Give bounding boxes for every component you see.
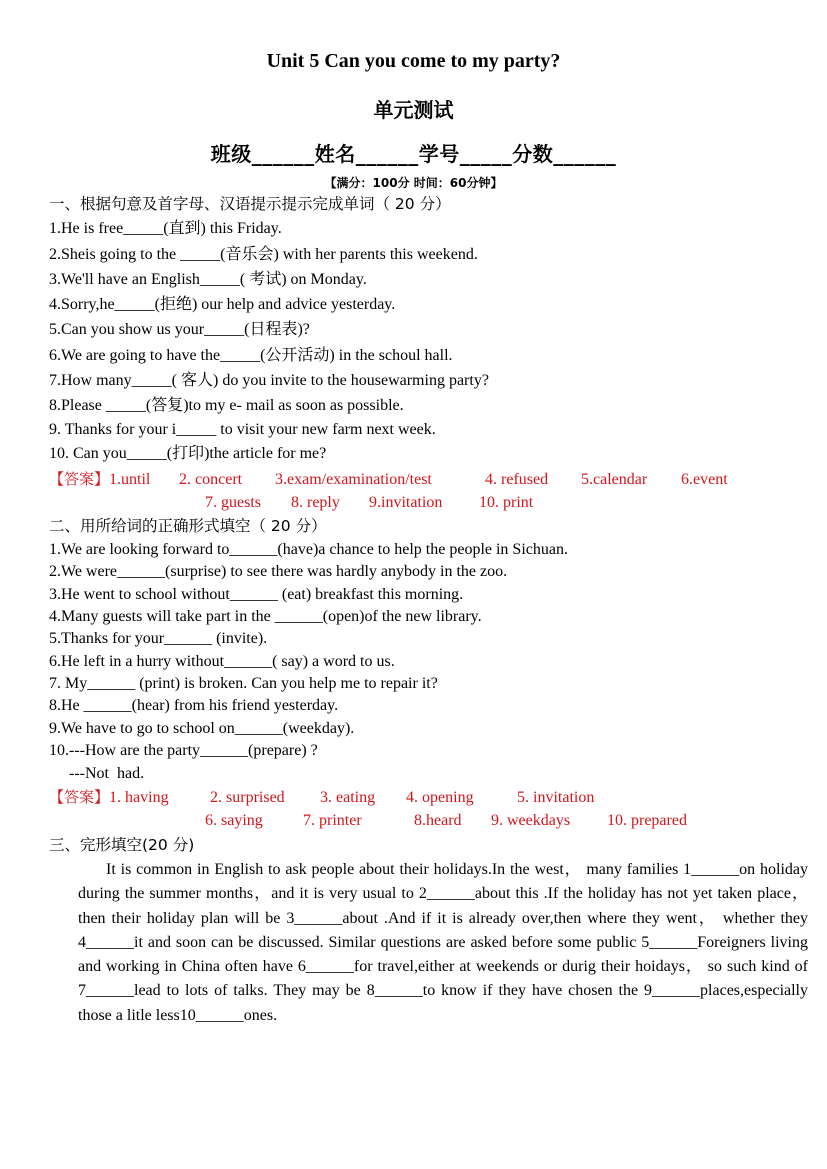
answer-item: 1.until: [109, 471, 151, 488]
question-item: 3.He went to school without______ (eat) breakfast this morning.: [49, 586, 464, 603]
question-item: 7.How many_____( 客人) do you invite to the housewarming party?: [49, 372, 489, 389]
question-item: 1.He is free_____(直到) this Friday.: [49, 220, 282, 237]
question-item: 6.We are going to have the_____(公开活动) in the schoul hall.: [49, 347, 453, 364]
answer-item: 5.calendar: [581, 471, 648, 488]
question-item: 4.Many guests will take part in the ______(open)of the new library.: [49, 608, 482, 625]
question-item: 5.Can you show us your_____(日程表)?: [49, 321, 310, 338]
answer-item: 6. saying: [205, 812, 263, 829]
answer-tag: 【答案】: [49, 788, 110, 806]
section2-answers-row1: [49, 787, 594, 808]
answer-item: 8. reply: [291, 494, 340, 511]
question-item: 8.He ______(hear) from his friend yesterday.: [49, 697, 339, 714]
answer-item: 3.exam/examination/test: [275, 471, 432, 488]
answer-tag: 【答案】: [49, 470, 110, 488]
question-item: 9.We have to go to school on______(weekday).: [49, 720, 355, 737]
question-item: 5.Thanks for your______ (invite).: [49, 630, 268, 647]
score-time-line: 【满分：100分 时间：60分钟】: [324, 176, 503, 190]
question-item: 8.Please _____(答复)to my e- mail as soon as possible.: [49, 397, 404, 414]
page-subtitle: 单元测试: [373, 98, 454, 122]
question-item: ---Not had.: [49, 765, 145, 782]
question-item: 3.We'll have an English_____( 考试) on Monday.: [49, 271, 367, 288]
section1-answers-row1: [49, 469, 728, 490]
student-info-line: 班级______姓名______学号_____分数______: [210, 142, 617, 166]
section3-heading: 三、完形填空(20 分): [49, 836, 195, 854]
question-item: 9. Thanks for your i_____ to visit your new farm next week.: [49, 421, 436, 438]
question-item: 7. My______ (print) is broken. Can you help me to repair it?: [49, 675, 438, 692]
answer-item: 2. concert: [179, 471, 243, 488]
question-item: 10.---How are the party______(prepare) ?: [49, 742, 318, 759]
answer-item: 4. opening: [406, 789, 474, 806]
question-item: 4.Sorry,he_____(拒绝) our help and advice yesterday.: [49, 296, 396, 313]
question-item: 1.We are looking forward to______(have)a chance to help the people in Sichuan.: [49, 541, 568, 558]
answer-item: 6.event: [681, 471, 728, 488]
section2-heading: 二、用所给词的正确形式填空（ 20 分）: [49, 517, 327, 535]
answer-item: 5. invitation: [517, 789, 595, 806]
section2-answers-row2: [205, 811, 687, 831]
page-title: Unit 5 Can you come to my party?: [266, 50, 561, 72]
question-item: 6.He left in a hurry without______( say) a word to us.: [49, 653, 395, 670]
answer-item: 7. printer: [303, 812, 362, 829]
answer-item: 8.heard: [414, 812, 462, 829]
answer-item: 9.invitation: [369, 494, 443, 511]
answer-item: 10. prepared: [607, 812, 687, 829]
answer-item: 9. weekdays: [491, 812, 571, 829]
answer-item: 10. print: [479, 494, 534, 511]
cloze-paragraph: [78, 858, 808, 1028]
answer-item: 7. guests: [205, 494, 261, 511]
section1-answers-row2: [205, 493, 533, 513]
cloze-text: It is common in English to ask people about their holidays.In the west， many families 1______on holiday during the summer months，and it is very usual to 2______about this .If the holiday has not yet taken place，then their holiday plan will be 3______about .And if it is already over,then where they went， whether they 4______it and soon can be discussed. Similar questions are asked before some public 5______Foreigners living and working in China often have 6______for travel,either at weekends or durig their hoidays， so such kind of 7______lead to lots of talks. They may be 8______to know if they have chosen the 9______places,especially those a litle less10______ones.: [78, 861, 809, 1024]
answer-item: 4. refused: [485, 471, 549, 488]
section1-heading: 一、根据句意及首字母、汉语提示提示完成单词（ 20 分）: [49, 195, 451, 213]
question-item: 2.We were______(surprise) to see there was hardly anybody in the zoo.: [49, 563, 508, 580]
question-item: 10. Can you_____(打印)the article for me?: [49, 445, 327, 462]
answer-item: 1. having: [109, 789, 169, 806]
answer-item: 3. eating: [320, 789, 376, 806]
answer-item: 2. surprised: [210, 789, 285, 806]
question-item: 2.Sheis going to the _____(音乐会) with her parents this weekend.: [49, 246, 478, 263]
